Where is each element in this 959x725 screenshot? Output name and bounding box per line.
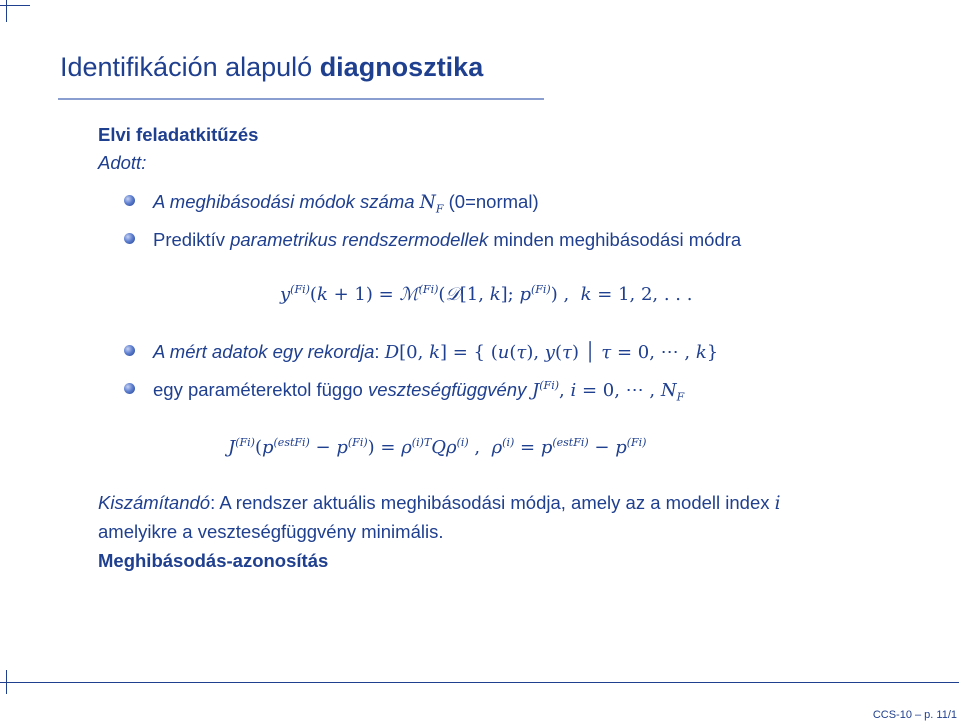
bullet-1 <box>153 191 539 216</box>
kiszamitando-italic: Kiszámítandó <box>98 492 211 513</box>
bullet-3 <box>153 341 718 363</box>
bullet-3-math: D[0, k] = { (u(τ), y(τ) │ τ = 0, ⋯ , k} <box>384 342 719 363</box>
final-heading: Meghibásodás-azonosítás <box>98 550 329 571</box>
page-title <box>60 52 483 83</box>
kiszamitando-line-1 <box>98 492 781 514</box>
title-bold: diagnosztika <box>319 52 484 82</box>
bullet-4-math: $J^{(Fi)}$, i = 0, ⋯ , $N_F$ <box>526 379 685 404</box>
section-heading: Elvi feladatkitűzés <box>98 124 259 145</box>
bullet-1-text: A meghibásodási módok száma <box>153 191 420 212</box>
bullet-2 <box>153 229 741 251</box>
bullet-2-italic: parametrikus rendszermodellek <box>230 229 489 250</box>
bullet-4-italic: veszteségfüggvény <box>367 379 527 400</box>
crop-mark-top-h <box>0 5 30 6</box>
footer-page-number: CCS-10 – p. 11/1 <box>872 709 957 721</box>
kiszamitando-line-2: amelyikre a veszteségfüggvény minimális. <box>98 521 444 542</box>
bullet-4-pre: egy paraméterektol függo <box>153 379 368 400</box>
bullet-2-post: minden meghibásodási módra <box>488 229 742 250</box>
title-underline <box>58 98 544 100</box>
bullet-3-colon: : <box>374 341 385 362</box>
kiszamitando-index: i <box>774 493 781 514</box>
bullet-2-pre: Prediktív <box>153 229 231 250</box>
crop-mark-bottom-rule <box>6 682 959 683</box>
bullet-1-tail: (0=normal) <box>443 191 539 212</box>
bullet-2-marker <box>124 233 135 244</box>
equation-model: $y^{(Fi)}(k + 1)$ = ℳ$^{(Fi)}$(𝒟[1, k]; $p^{(Fi)}$) , k = 1, 2, . . . <box>280 283 693 305</box>
bullet-4 <box>153 379 685 404</box>
bullet-1-marker <box>124 195 135 206</box>
kiszamitando-text1: : A rendszer aktuális meghibásodási módja, amely az a modell index <box>210 492 775 513</box>
bullet-3-marker <box>124 345 135 356</box>
equation-loss: $J^{(Fi)}(p^{(estFi)} - p^{(Fi)}) = \rho^{(i)T}Q\rho^{(i)}$ , $\rho^{(i)} = p^{(estFi)} - p^{(Fi)}$ <box>228 436 647 458</box>
bullet-3-italic: A mért adatok egy rekordja <box>153 341 375 362</box>
bullet-4-marker <box>124 383 135 394</box>
title-prefix: Identifikáción alapuló <box>60 52 320 82</box>
bullet-1-math: $N_F$ <box>419 192 444 216</box>
crop-mark-top-v <box>6 0 7 22</box>
adott-label: Adott: <box>98 152 147 173</box>
